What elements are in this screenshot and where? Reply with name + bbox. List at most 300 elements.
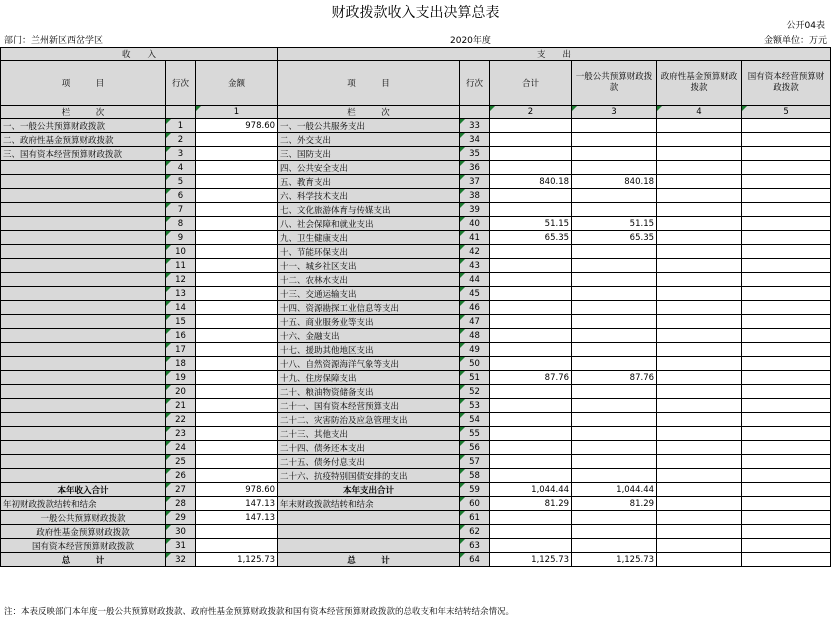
table-row bbox=[1, 273, 831, 287]
expense-general-budget bbox=[572, 133, 657, 147]
table-row bbox=[1, 371, 831, 385]
expense-gov-fund bbox=[657, 413, 742, 427]
expense-gov-fund bbox=[657, 119, 742, 133]
table-row bbox=[1, 175, 831, 189]
income-line-number: 23 bbox=[166, 427, 196, 441]
expense-line-number: 56 bbox=[460, 441, 490, 455]
expense-general-budget bbox=[572, 343, 657, 357]
expense-gov-fund bbox=[657, 133, 742, 147]
income-line-header: 行次 bbox=[166, 61, 196, 106]
grand-total-expense-total: 1,125.73 bbox=[490, 553, 572, 567]
grand-total-income-amount: 1,125.73 bbox=[196, 553, 278, 567]
income-line-number: 7 bbox=[166, 203, 196, 217]
income-line-number: 5 bbox=[166, 175, 196, 189]
income-line-number: 19 bbox=[166, 371, 196, 385]
summary-income-amount bbox=[196, 539, 278, 553]
summary-expense-total bbox=[490, 539, 572, 553]
expense-total bbox=[490, 329, 572, 343]
summary-income-amount bbox=[196, 525, 278, 539]
income-amount bbox=[196, 203, 278, 217]
income-amount-header: 金额 bbox=[196, 61, 278, 106]
expense-line-number: 50 bbox=[460, 357, 490, 371]
expense-gov-fund bbox=[657, 399, 742, 413]
summary-expense-line: 59 bbox=[460, 483, 490, 497]
income-line-number: 14 bbox=[166, 301, 196, 315]
expense-general-budget bbox=[572, 413, 657, 427]
expense-gov-fund bbox=[657, 217, 742, 231]
expense-gov-fund bbox=[657, 287, 742, 301]
expense-total bbox=[490, 385, 572, 399]
expense-state-capital bbox=[742, 301, 831, 315]
income-line-number: 24 bbox=[166, 441, 196, 455]
income-amount bbox=[196, 385, 278, 399]
expense-general-budget bbox=[572, 203, 657, 217]
expense-total bbox=[490, 189, 572, 203]
expense-line-number: 49 bbox=[460, 343, 490, 357]
general-budget-header: 一般公共预算财政拨款 bbox=[572, 61, 657, 106]
summary-income-label: 一般公共预算财政拨款 bbox=[1, 511, 166, 525]
expense-general-budget bbox=[572, 441, 657, 455]
income-line-number: 18 bbox=[166, 357, 196, 371]
expense-line-number: 41 bbox=[460, 231, 490, 245]
expense-total bbox=[490, 357, 572, 371]
summary-expense-general: 1,044.44 bbox=[572, 483, 657, 497]
expense-state-capital bbox=[742, 133, 831, 147]
summary-income-label: 本年收入合计 bbox=[1, 483, 166, 497]
summary-row bbox=[1, 497, 831, 511]
expense-general-budget bbox=[572, 273, 657, 287]
expense-item-label: 十八、自然资源海洋气象等支出 bbox=[278, 357, 460, 371]
expense-total bbox=[490, 469, 572, 483]
col-index-4: 4 bbox=[657, 106, 742, 119]
income-line-number: 2 bbox=[166, 133, 196, 147]
expense-general-budget bbox=[572, 455, 657, 469]
expense-section-header: 支 出 bbox=[278, 48, 831, 61]
report-table bbox=[0, 47, 831, 567]
expense-general-budget bbox=[572, 385, 657, 399]
blank-cell bbox=[742, 497, 831, 511]
income-item-label bbox=[1, 259, 166, 273]
income-column-label: 栏 次 bbox=[1, 106, 166, 119]
income-line-number: 3 bbox=[166, 147, 196, 161]
col-index-2: 2 bbox=[490, 106, 572, 119]
expense-line-number: 43 bbox=[460, 259, 490, 273]
summary-row bbox=[1, 525, 831, 539]
expense-item-label: 十一、城乡社区支出 bbox=[278, 259, 460, 273]
blank-cell bbox=[460, 106, 490, 119]
expense-item-label: 一、一般公共服务支出 bbox=[278, 119, 460, 133]
col-index-1: 1 bbox=[196, 106, 278, 119]
summary-row bbox=[1, 483, 831, 497]
income-line-number: 12 bbox=[166, 273, 196, 287]
expense-line-number: 40 bbox=[460, 217, 490, 231]
summary-expense-line: 60 bbox=[460, 497, 490, 511]
expense-state-capital bbox=[742, 427, 831, 441]
expense-line-number: 36 bbox=[460, 161, 490, 175]
summary-expense-label bbox=[278, 525, 460, 539]
income-amount bbox=[196, 413, 278, 427]
expense-line-number: 48 bbox=[460, 329, 490, 343]
expense-state-capital bbox=[742, 441, 831, 455]
expense-gov-fund bbox=[657, 385, 742, 399]
income-item-label bbox=[1, 371, 166, 385]
summary-expense-line: 63 bbox=[460, 539, 490, 553]
table-row bbox=[1, 203, 831, 217]
summary-expense-line: 61 bbox=[460, 511, 490, 525]
expense-total bbox=[490, 203, 572, 217]
expense-line-number: 45 bbox=[460, 287, 490, 301]
expense-general-budget: 65.35 bbox=[572, 231, 657, 245]
income-item-label bbox=[1, 385, 166, 399]
expense-state-capital bbox=[742, 357, 831, 371]
expense-total bbox=[490, 245, 572, 259]
table-row bbox=[1, 217, 831, 231]
expense-gov-fund bbox=[657, 231, 742, 245]
expense-state-capital bbox=[742, 287, 831, 301]
form-code: 公开04表 bbox=[786, 21, 825, 31]
expense-state-capital bbox=[742, 385, 831, 399]
expense-line-number: 58 bbox=[460, 469, 490, 483]
expense-total bbox=[490, 343, 572, 357]
expense-general-budget: 51.15 bbox=[572, 217, 657, 231]
expense-general-budget bbox=[572, 119, 657, 133]
blank-cell bbox=[657, 483, 742, 497]
table-row bbox=[1, 287, 831, 301]
expense-item-label: 三、国防支出 bbox=[278, 147, 460, 161]
expense-line-number: 53 bbox=[460, 399, 490, 413]
income-item-label: 三、国有资本经营预算财政拨款 bbox=[1, 147, 166, 161]
income-item-label bbox=[1, 287, 166, 301]
income-line-number: 16 bbox=[166, 329, 196, 343]
expense-gov-fund bbox=[657, 203, 742, 217]
income-item-header: 项 目 bbox=[1, 61, 166, 106]
expense-state-capital bbox=[742, 315, 831, 329]
income-line-number: 13 bbox=[166, 287, 196, 301]
expense-state-capital bbox=[742, 245, 831, 259]
table-row bbox=[1, 189, 831, 203]
income-amount bbox=[196, 371, 278, 385]
expense-total: 840.18 bbox=[490, 175, 572, 189]
grand-total-row bbox=[1, 553, 831, 567]
summary-income-line: 29 bbox=[166, 511, 196, 525]
expense-total bbox=[490, 259, 572, 273]
department-label: 部门：兰州新区西岔学区 bbox=[4, 36, 104, 46]
income-amount: 978.60 bbox=[196, 119, 278, 133]
income-item-label: 一、一般公共预算财政拨款 bbox=[1, 119, 166, 133]
summary-row bbox=[1, 539, 831, 553]
expense-gov-fund bbox=[657, 427, 742, 441]
expense-general-budget bbox=[572, 357, 657, 371]
income-line-number: 6 bbox=[166, 189, 196, 203]
table-row bbox=[1, 259, 831, 273]
table-row bbox=[1, 161, 831, 175]
blank-cell bbox=[742, 511, 831, 525]
blank-cell bbox=[657, 525, 742, 539]
expense-item-label: 十七、援助其他地区支出 bbox=[278, 343, 460, 357]
expense-gov-fund bbox=[657, 245, 742, 259]
expense-state-capital bbox=[742, 399, 831, 413]
table-row bbox=[1, 329, 831, 343]
expense-item-header: 项 目 bbox=[278, 61, 460, 106]
expense-total-header: 合计 bbox=[490, 61, 572, 106]
expense-line-number: 33 bbox=[460, 119, 490, 133]
income-item-label bbox=[1, 455, 166, 469]
income-amount bbox=[196, 441, 278, 455]
summary-expense-total: 1,044.44 bbox=[490, 483, 572, 497]
table-row bbox=[1, 343, 831, 357]
expense-state-capital bbox=[742, 231, 831, 245]
expense-state-capital bbox=[742, 119, 831, 133]
expense-general-budget bbox=[572, 147, 657, 161]
income-amount bbox=[196, 287, 278, 301]
expense-line-number: 44 bbox=[460, 273, 490, 287]
table-row bbox=[1, 413, 831, 427]
expense-line-number: 37 bbox=[460, 175, 490, 189]
income-amount bbox=[196, 469, 278, 483]
income-item-label bbox=[1, 245, 166, 259]
income-line-number: 17 bbox=[166, 343, 196, 357]
expense-state-capital bbox=[742, 455, 831, 469]
gov-fund-header: 政府性基金预算财政拨款 bbox=[657, 61, 742, 106]
expense-total bbox=[490, 413, 572, 427]
expense-general-budget bbox=[572, 301, 657, 315]
summary-income-label: 政府性基金预算财政拨款 bbox=[1, 525, 166, 539]
income-line-number: 9 bbox=[166, 231, 196, 245]
income-item-label bbox=[1, 413, 166, 427]
expense-item-label: 九、卫生健康支出 bbox=[278, 231, 460, 245]
grand-total-expense-line: 64 bbox=[460, 553, 490, 567]
income-line-number: 26 bbox=[166, 469, 196, 483]
summary-expense-total bbox=[490, 511, 572, 525]
summary-income-amount: 147.13 bbox=[196, 497, 278, 511]
table-row bbox=[1, 385, 831, 399]
expense-item-label: 二十二、灾害防治及应急管理支出 bbox=[278, 413, 460, 427]
expense-state-capital bbox=[742, 175, 831, 189]
blank-cell bbox=[742, 525, 831, 539]
expense-total: 51.15 bbox=[490, 217, 572, 231]
summary-income-line: 28 bbox=[166, 497, 196, 511]
income-amount bbox=[196, 161, 278, 175]
expense-item-label: 四、公共安全支出 bbox=[278, 161, 460, 175]
blank-cell bbox=[742, 539, 831, 553]
summary-expense-label bbox=[278, 511, 460, 525]
expense-total bbox=[490, 133, 572, 147]
expense-line-number: 52 bbox=[460, 385, 490, 399]
unit-label: 金额单位：万元 bbox=[763, 36, 827, 46]
income-item-label bbox=[1, 427, 166, 441]
summary-expense-total: 81.29 bbox=[490, 497, 572, 511]
expense-total bbox=[490, 147, 572, 161]
income-amount bbox=[196, 273, 278, 287]
income-item-label bbox=[1, 343, 166, 357]
income-amount bbox=[196, 217, 278, 231]
expense-gov-fund bbox=[657, 357, 742, 371]
table-row bbox=[1, 399, 831, 413]
expense-item-label: 二十四、债务还本支出 bbox=[278, 441, 460, 455]
col-index-3: 3 bbox=[572, 106, 657, 119]
expense-item-label: 二十六、抗疫特别国债安排的支出 bbox=[278, 469, 460, 483]
expense-general-budget bbox=[572, 189, 657, 203]
expense-total bbox=[490, 301, 572, 315]
expense-total: 87.76 bbox=[490, 371, 572, 385]
expense-item-label: 十四、资源勘探工业信息等支出 bbox=[278, 301, 460, 315]
expense-item-label: 十二、农林水支出 bbox=[278, 273, 460, 287]
expense-item-label: 六、科学技术支出 bbox=[278, 189, 460, 203]
expense-line-number: 54 bbox=[460, 413, 490, 427]
expense-line-number: 35 bbox=[460, 147, 490, 161]
summary-income-amount: 978.60 bbox=[196, 483, 278, 497]
table-row bbox=[1, 133, 831, 147]
expense-line-number: 34 bbox=[460, 133, 490, 147]
expense-line-number: 55 bbox=[460, 427, 490, 441]
income-amount bbox=[196, 245, 278, 259]
income-amount bbox=[196, 329, 278, 343]
income-line-number: 22 bbox=[166, 413, 196, 427]
grand-total-income-label: 总 计 bbox=[1, 553, 166, 567]
blank-cell bbox=[657, 511, 742, 525]
summary-expense-total bbox=[490, 525, 572, 539]
table-row bbox=[1, 315, 831, 329]
income-amount bbox=[196, 343, 278, 357]
expense-general-budget: 87.76 bbox=[572, 371, 657, 385]
income-amount bbox=[196, 175, 278, 189]
expense-gov-fund bbox=[657, 259, 742, 273]
expense-general-budget bbox=[572, 259, 657, 273]
table-row bbox=[1, 427, 831, 441]
year-label: 2020年度 bbox=[450, 36, 491, 46]
income-item-label bbox=[1, 399, 166, 413]
expense-state-capital bbox=[742, 161, 831, 175]
blank-cell bbox=[657, 497, 742, 511]
summary-expense-general bbox=[572, 539, 657, 553]
expense-item-label: 二十、粮油物资储备支出 bbox=[278, 385, 460, 399]
expense-gov-fund bbox=[657, 343, 742, 357]
income-item-label bbox=[1, 315, 166, 329]
grand-total-expense-general: 1,125.73 bbox=[572, 553, 657, 567]
summary-income-line: 27 bbox=[166, 483, 196, 497]
income-item-label bbox=[1, 329, 166, 343]
summary-income-label: 年初财政拨款结转和结余 bbox=[1, 497, 166, 511]
income-amount bbox=[196, 455, 278, 469]
expense-item-label: 二十五、债务付息支出 bbox=[278, 455, 460, 469]
state-capital-header: 国有资本经营预算财政拨款 bbox=[742, 61, 831, 106]
expense-state-capital bbox=[742, 259, 831, 273]
income-item-label bbox=[1, 301, 166, 315]
expense-state-capital bbox=[742, 273, 831, 287]
expense-general-budget bbox=[572, 469, 657, 483]
expense-state-capital bbox=[742, 343, 831, 357]
expense-gov-fund bbox=[657, 315, 742, 329]
expense-gov-fund bbox=[657, 441, 742, 455]
expense-general-budget bbox=[572, 245, 657, 259]
expense-gov-fund bbox=[657, 301, 742, 315]
grand-total-income-line: 32 bbox=[166, 553, 196, 567]
income-line-number: 11 bbox=[166, 259, 196, 273]
summary-expense-general bbox=[572, 525, 657, 539]
table-row bbox=[1, 469, 831, 483]
expense-total bbox=[490, 427, 572, 441]
expense-state-capital bbox=[742, 203, 831, 217]
blank-cell bbox=[657, 539, 742, 553]
blank-cell bbox=[742, 553, 831, 567]
summary-income-amount: 147.13 bbox=[196, 511, 278, 525]
expense-total: 65.35 bbox=[490, 231, 572, 245]
summary-expense-label bbox=[278, 539, 460, 553]
expense-state-capital bbox=[742, 147, 831, 161]
income-item-label bbox=[1, 203, 166, 217]
expense-gov-fund bbox=[657, 147, 742, 161]
expense-state-capital bbox=[742, 189, 831, 203]
expense-gov-fund bbox=[657, 189, 742, 203]
expense-line-number: 42 bbox=[460, 245, 490, 259]
table-row bbox=[1, 301, 831, 315]
expense-total bbox=[490, 273, 572, 287]
expense-item-label: 五、教育支出 bbox=[278, 175, 460, 189]
income-line-number: 21 bbox=[166, 399, 196, 413]
blank-cell bbox=[166, 106, 196, 119]
expense-state-capital bbox=[742, 469, 831, 483]
income-item-label bbox=[1, 357, 166, 371]
expense-gov-fund bbox=[657, 175, 742, 189]
income-line-number: 20 bbox=[166, 385, 196, 399]
income-section-header: 收 入 bbox=[1, 48, 278, 61]
expense-line-number: 39 bbox=[460, 203, 490, 217]
income-amount bbox=[196, 133, 278, 147]
income-item-label bbox=[1, 175, 166, 189]
expense-gov-fund bbox=[657, 371, 742, 385]
summary-income-label: 国有资本经营预算财政拨款 bbox=[1, 539, 166, 553]
expense-column-label: 栏 次 bbox=[278, 106, 460, 119]
expense-total bbox=[490, 399, 572, 413]
income-item-label bbox=[1, 189, 166, 203]
expense-general-budget bbox=[572, 329, 657, 343]
expense-total bbox=[490, 455, 572, 469]
expense-total bbox=[490, 315, 572, 329]
expense-item-label: 二十三、其他支出 bbox=[278, 427, 460, 441]
expense-general-budget bbox=[572, 161, 657, 175]
expense-general-budget bbox=[572, 399, 657, 413]
income-amount bbox=[196, 189, 278, 203]
expense-line-number: 46 bbox=[460, 301, 490, 315]
expense-item-label: 十三、交通运输支出 bbox=[278, 287, 460, 301]
table-row bbox=[1, 119, 831, 133]
expense-state-capital bbox=[742, 413, 831, 427]
expense-line-number: 51 bbox=[460, 371, 490, 385]
income-item-label bbox=[1, 161, 166, 175]
expense-line-number: 38 bbox=[460, 189, 490, 203]
income-line-number: 10 bbox=[166, 245, 196, 259]
expense-item-label: 八、社会保障和就业支出 bbox=[278, 217, 460, 231]
summary-expense-general: 81.29 bbox=[572, 497, 657, 511]
table-row bbox=[1, 231, 831, 245]
income-item-label bbox=[1, 441, 166, 455]
expense-line-header: 行次 bbox=[460, 61, 490, 106]
expense-total bbox=[490, 161, 572, 175]
expense-total bbox=[490, 287, 572, 301]
blank-cell bbox=[657, 553, 742, 567]
summary-income-line: 30 bbox=[166, 525, 196, 539]
income-amount bbox=[196, 231, 278, 245]
expense-item-label: 二、外交支出 bbox=[278, 133, 460, 147]
expense-state-capital bbox=[742, 217, 831, 231]
income-item-label bbox=[1, 217, 166, 231]
income-amount bbox=[196, 147, 278, 161]
expense-item-label: 二十一、国有资本经营预算支出 bbox=[278, 399, 460, 413]
table-row bbox=[1, 441, 831, 455]
income-item-label bbox=[1, 231, 166, 245]
summary-expense-general bbox=[572, 511, 657, 525]
expense-general-budget bbox=[572, 315, 657, 329]
